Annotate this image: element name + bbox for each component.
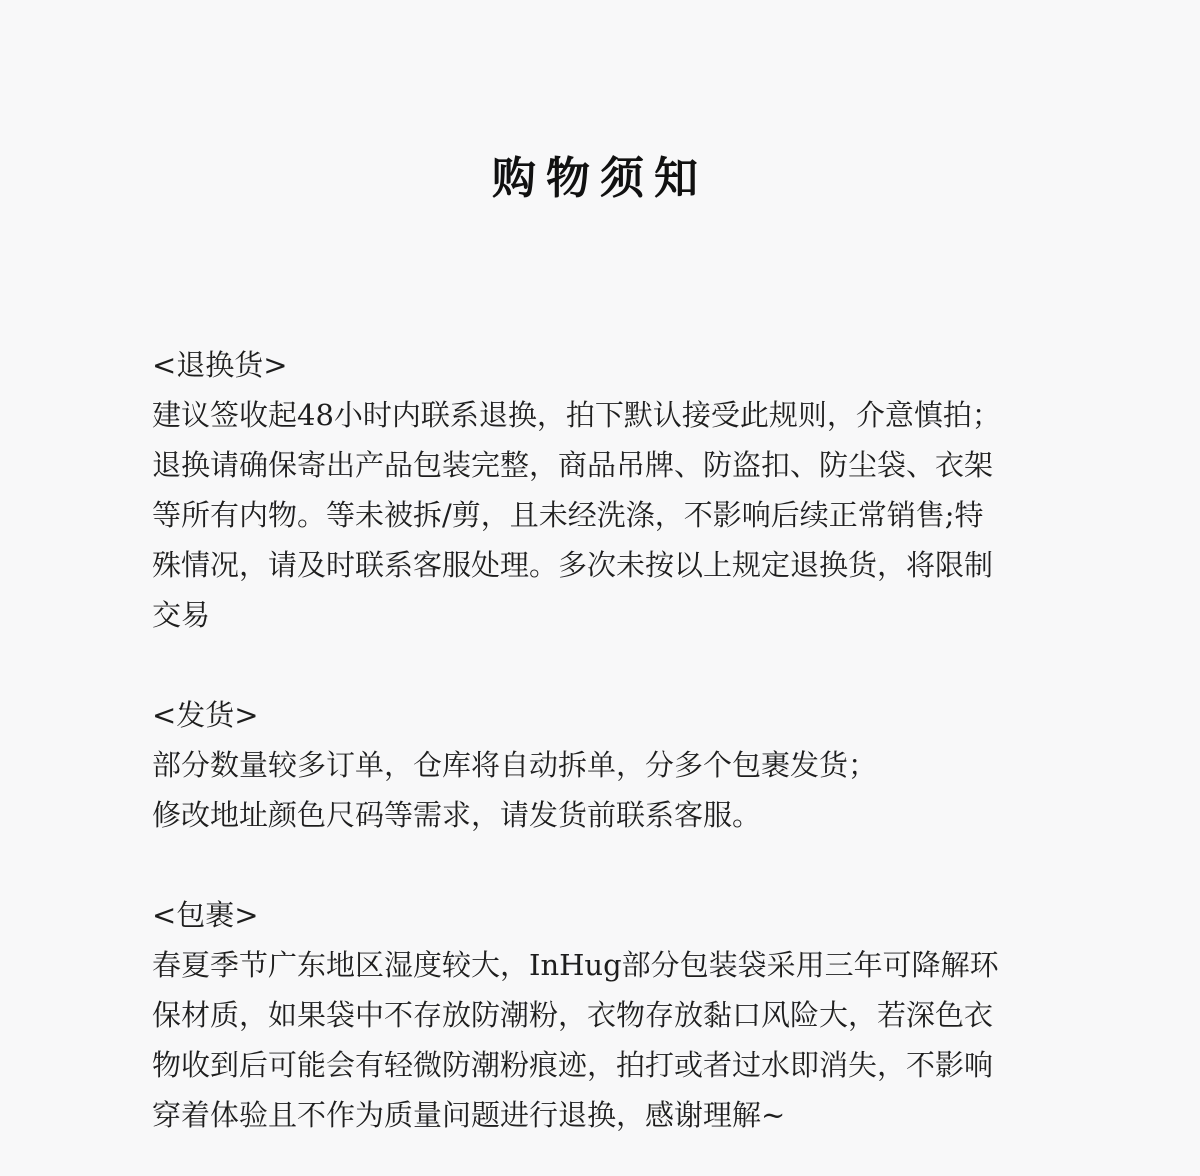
section-package bbox=[152, 890, 1082, 1140]
text-line: 修改地址颜色尺码等需求，请发货前联系客服。 bbox=[152, 798, 762, 832]
text-line: 物收到后可能会有轻微防潮粉痕迹，拍打或者过水即消失，不影响 bbox=[152, 1048, 994, 1082]
text-line: 殊情况，请及时联系客服处理。多次未按以上规定退换货，将限制 bbox=[152, 548, 994, 582]
text-line: 部分数量较多订单，仓库将自动拆单，分多个包裹发货； bbox=[152, 748, 878, 782]
section-shipping bbox=[152, 690, 1082, 840]
text-line: 穿着体验且不作为质量问题进行退换，感谢理解~ bbox=[152, 1098, 786, 1132]
section-body-returns bbox=[152, 390, 1082, 640]
notice-content bbox=[152, 340, 1082, 1140]
text-line: 等所有内物。等未被拆/剪，且未经洗涤，不影响后续正常销售;特 bbox=[152, 498, 984, 532]
text-line: 春夏季节广东地区湿度较大，InHug部分包装袋采用三年可降解环 bbox=[152, 948, 999, 982]
section-heading-package: <包裹> bbox=[152, 898, 259, 932]
text-line: 退换请确保寄出产品包装完整，商品吊牌、防盗扣、防尘袋、衣架 bbox=[152, 448, 994, 482]
section-returns bbox=[152, 340, 1082, 640]
page-title: 购物须知 bbox=[492, 153, 708, 204]
section-heading-returns: <退换货> bbox=[152, 348, 288, 382]
section-heading-shipping: <发货> bbox=[152, 698, 259, 732]
text-line: 交易 bbox=[152, 598, 211, 632]
text-line: 建议签收起48小时内联系退换，拍下默认接受此规则，介意慎拍； bbox=[152, 398, 1001, 432]
section-body-package bbox=[152, 940, 1082, 1140]
text-line: 保材质，如果袋中不存放防潮粉，衣物存放黏口风险大，若深色衣 bbox=[152, 998, 994, 1032]
section-body-shipping bbox=[152, 740, 1082, 840]
